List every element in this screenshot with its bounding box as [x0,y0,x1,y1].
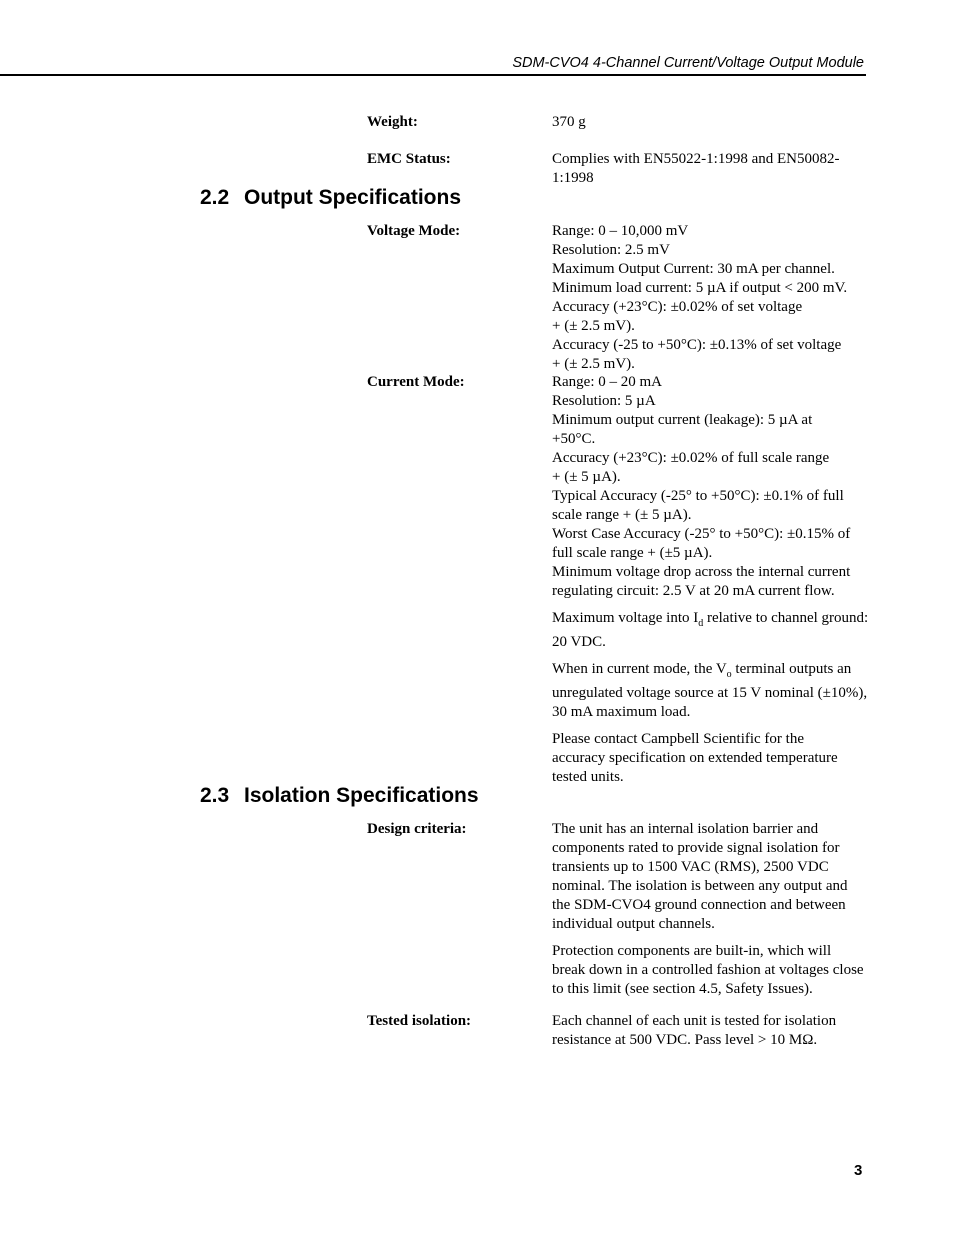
section-title: Output Specifications [244,186,462,209]
current-mode-value [552,373,870,787]
contact-note: Please contact Campbell Scientific for the accuracy specification on extended temperature tested units. [552,731,838,785]
voltage-mode-value [552,222,870,374]
voltage-mode-label: Voltage Mode: [367,223,461,239]
spec-line: + (± 2.5 mV). [552,356,635,372]
section-number: 2.2 [200,186,230,209]
spec-line: + (± 2.5 mV). [552,318,635,334]
spec-line: Minimum load current: 5 µA if output < 200 mV. [552,280,848,296]
spec-line: Minimum voltage drop across the internal current regulating circuit: 2.5 V at 20 mA current flow. [552,564,851,599]
weight-label: Weight: [367,114,418,130]
paragraph: Protection components are built-in, which will break down in a controlled fashion at voltages close to this limit (see section 4.5, Safety Issues). [552,943,864,997]
weight-value: 370 g [552,114,586,130]
spec-line: Accuracy (+23°C): ±0.02% of full scale range [552,450,830,466]
spec-line: Minimum output current (leakage): 5 µA at +50°C. [552,412,813,447]
tested-isolation-label: Tested isolation: [367,1013,472,1029]
spec-line: Accuracy (-25 to +50°C): ±0.13% of set voltage [552,337,842,353]
emc-status-value: Complies with EN55022-1:1998 and EN50082-1:1998 [552,151,840,186]
spec-line: Maximum Output Current: 30 mA per channel. [552,261,835,277]
max-voltage-note: Maximum voltage into $I_d$ relative to channel ground: 20 VDC. [552,610,869,650]
spec-line: Range: 0 – 20 mA [552,374,662,390]
vo-terminal-note: When in current mode, the $V_o$ terminal outputs an unregulated voltage source at 15 V nominal (±10%), 30 mA maximum load. [552,661,868,720]
section-number: 2.3 [200,784,230,807]
emc-status-label: EMC Status: [367,151,451,167]
spec-line: Resolution: 2.5 mV [552,242,670,258]
page-number: 3 [854,1162,863,1179]
spec-line: Typical Accuracy (-25° to +50°C): ±0.1% of full scale range + (± 5 µA). [552,488,844,523]
section-heading-isolation [200,784,479,808]
spec-line: Worst Case Accuracy (-25° to +50°C): ±0.15% of full scale range + (±5 µA). [552,526,851,561]
running-header-title: SDM-CVO4 4-Channel Current/Voltage Output Module [512,55,864,71]
tested-isolation-value: Each channel of each unit is tested for isolation resistance at 500 VDC. Pass level > 10 MΩ. [552,1013,837,1048]
spec-line: Accuracy (+23°C): ±0.02% of set voltage [552,299,803,315]
spec-line: Range: 0 – 10,000 mV [552,223,689,239]
design-criteria-label: Design criteria: [367,821,467,837]
section-heading-output [200,186,461,210]
spec-line: Resolution: 5 µA [552,393,656,409]
spec-line: + (± 5 µA). [552,469,621,485]
header-rule [0,74,866,76]
section-title: Isolation Specifications [244,784,479,807]
design-criteria-value [552,820,864,999]
paragraph: The unit has an internal isolation barrier and components rated to provide signal isolation for transients up to 1500 VAC (RMS), 2500 VDC nominal. The isolation is between any output and the SDM-CVO4 ground connection and between individual output channels. [552,821,848,932]
current-mode-label: Current Mode: [367,374,465,390]
